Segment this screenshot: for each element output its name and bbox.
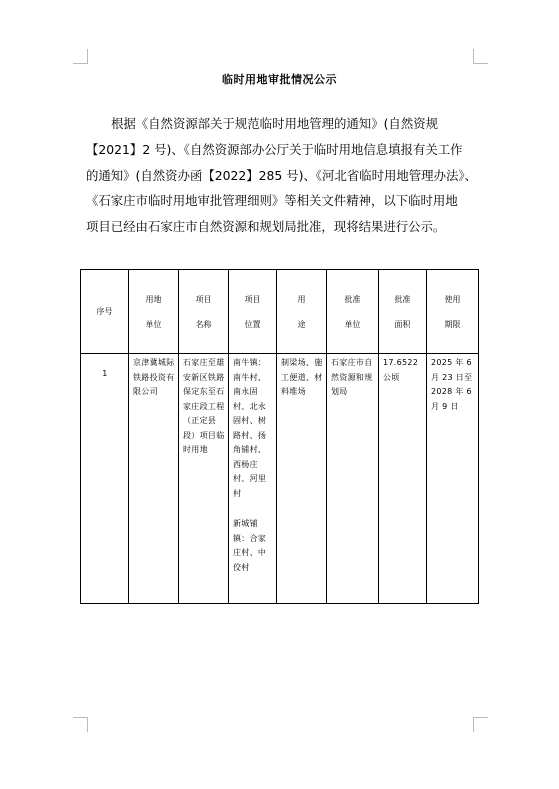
cell-unit: 京津冀城际铁路投资有限公司 [129, 354, 179, 604]
location-part-1: 南牛镇：南牛村、南永固村、北永固村、树路村、扬角铺村、西杨庄村、河里村 [233, 358, 267, 498]
cell-serial: 1 [81, 354, 129, 604]
crop-mark-top-left [73, 49, 88, 64]
crop-mark-top-right [473, 49, 488, 64]
cell-project-name: 石家庄至雄安新区铁路保定东至石家庄段工程（正定县段）项目临时用地 [179, 354, 229, 604]
header-usage: 用 途 [277, 270, 327, 354]
paragraph-line: 《石家庄市临时用地审批管理细则》等相关文件精神，以下临时用地 [86, 193, 458, 209]
location-part-2: 新城铺镇：合家庄村、中佼村 [233, 519, 267, 572]
crop-mark-bottom-left [73, 717, 88, 732]
document-title: 临时用地审批情况公示 [222, 73, 337, 86]
cell-usage: 制梁场、施工便道、材料堆场 [277, 354, 327, 604]
table-row [81, 354, 479, 604]
header-period: 使用 期限 [427, 270, 479, 354]
header-approval-unit: 批准 单位 [327, 270, 379, 354]
cell-location [229, 354, 277, 604]
header-location: 项目 位置 [229, 270, 277, 354]
cell-period: 2025 年 6 月 23 日至 2028 年 6 月 9 日 [427, 354, 479, 604]
approval-table [80, 269, 479, 604]
header-project-name: 项目 名称 [179, 270, 229, 354]
paragraph-line: 根据《自然资源部关于规范临时用地管理的通知》(自然资规 [111, 116, 438, 131]
paragraph-line: 【2021】2 号)、《自然资源部办公厅关于临时用地信息填报有关工作 [86, 141, 463, 157]
cell-approval-unit: 石家庄市自然资源和规划局 [327, 354, 379, 604]
paragraph-line: 的通知》(自然资办函【2022】285 号)、《河北省临时用地管理办法》、 [86, 167, 477, 183]
body-paragraph [86, 111, 478, 240]
table-header-row [81, 270, 479, 354]
header-area: 批准 面积 [379, 270, 427, 354]
crop-mark-bottom-right [473, 717, 488, 732]
header-unit: 用地 单位 [129, 270, 179, 354]
header-serial: 序号 [81, 270, 129, 354]
cell-area: 17.6522 公顷 [379, 354, 427, 604]
paragraph-line: 项目已经由石家庄市自然资源和规划局批准，现将结果进行公示。 [86, 219, 446, 235]
